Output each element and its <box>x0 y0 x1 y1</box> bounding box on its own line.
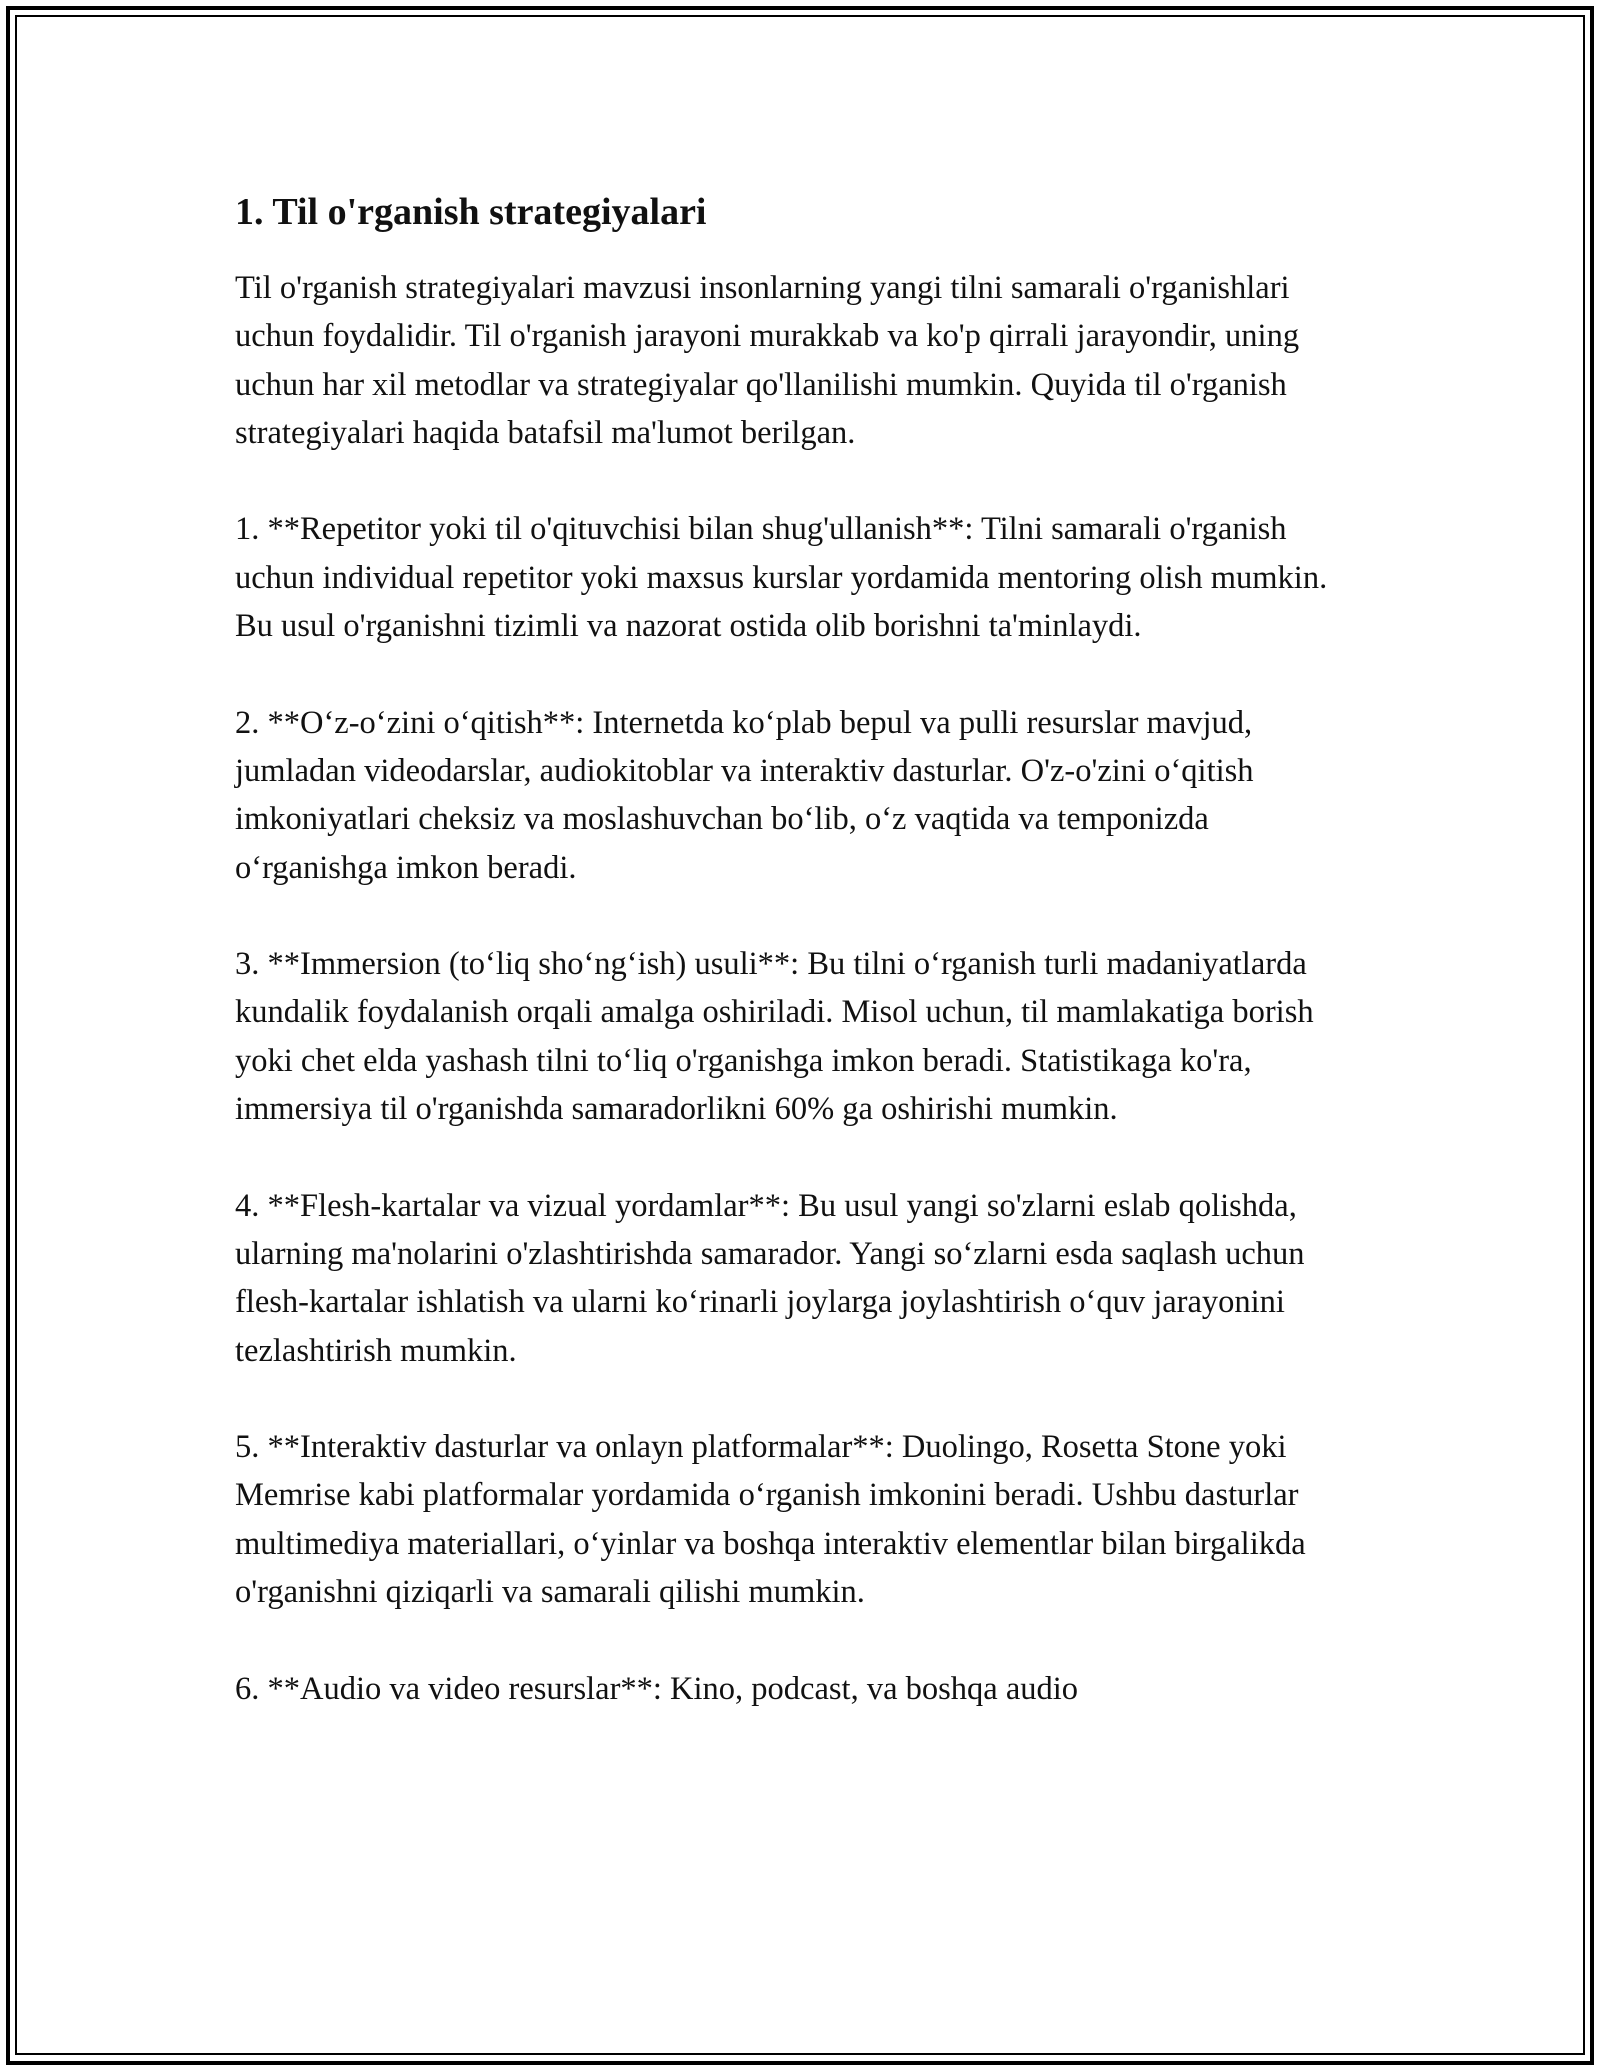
strategy-item-6: 6. **Audio va video resurslar**: Kino, podcast, va boshqa audio <box>235 1670 1079 1707</box>
document-title: 1. Til o'rganish strategiyalari <box>235 191 707 233</box>
strategy-item-1: 1. **Repetitor yoki til o'qituvchisi bilan shug'ullanish**: Tilni samarali o'rganish uchun individual repetitor yoki maxsus kurslar yordamida mentoring olish mumkin. Bu usul o'rganishni tizimli va nazorat ostida olib borishni ta'minlaydi. <box>235 511 1328 645</box>
document-body <box>235 188 1365 1761</box>
strategy-item-2: 2. **O‘z-o‘zini o‘qitish**: Internetda ko‘plab bepul va pulli resurslar mavjud, jumladan videodarslar, audiokitoblar va interaktiv dasturlar. O'z-o'zini o‘qitish imkoniyatlari cheksiz va moslashuvchan bo‘lib, o‘z vaqtida va temponizda o‘rganishga imkon beradi. <box>235 704 1254 886</box>
intro-paragraph: Til o'rganish strategiyalari mavzusi insonlarning yangi tilni samarali o'rganishlari uchun foydalidir. Til o'rganish jarayoni murakkab va ko'p qirrali jarayondir, uning uchun har xil metodlar va strategiyalar qo'llanilishi mumkin. Quyida til o'rganish strategiyalari haqida batafsil ma'lumot berilgan. <box>235 270 1300 451</box>
strategy-item-5: 5. **Interaktiv dasturlar va onlayn platformalar**: Duolingo, Rosetta Stone yoki Memrise kabi platformalar yordamida o‘rganish imkonini beradi. Ushbu dasturlar multimediya materiallari, o‘yinlar va boshqa interaktiv elementlar bilan birgalikda o'rganishni qiziqarli va samarali qilishi mumkin. <box>235 1429 1306 1611</box>
strategy-item-4: 4. **Flesh-kartalar va vizual yordamlar**: Bu usul yangi so'zlarni eslab qolishda, ularning ma'nolarini o'zlashtirishda samarador. Yangi so‘zlarni esda saqlash uchun flesh-kartalar ishlatish va ularni ko‘rinarli joylarga joylashtirish o‘quv jarayonini tezlashtirish mumkin. <box>235 1187 1305 1369</box>
strategy-item-3: 3. **Immersion (to‘liq sho‘ng‘ish) usuli**: Bu tilni o‘rganish turli madaniyatlarda kundalik foydalanish orqali amalga oshiriladi. Misol uchun, til mamlakatiga borish yoki chet elda yashash tilni to‘liq o'rganishga imkon beradi. Statistikaga ko'ra, immersiya til o'rganishda samaradorlikni 60% ga oshirishi mumkin. <box>235 946 1314 1128</box>
